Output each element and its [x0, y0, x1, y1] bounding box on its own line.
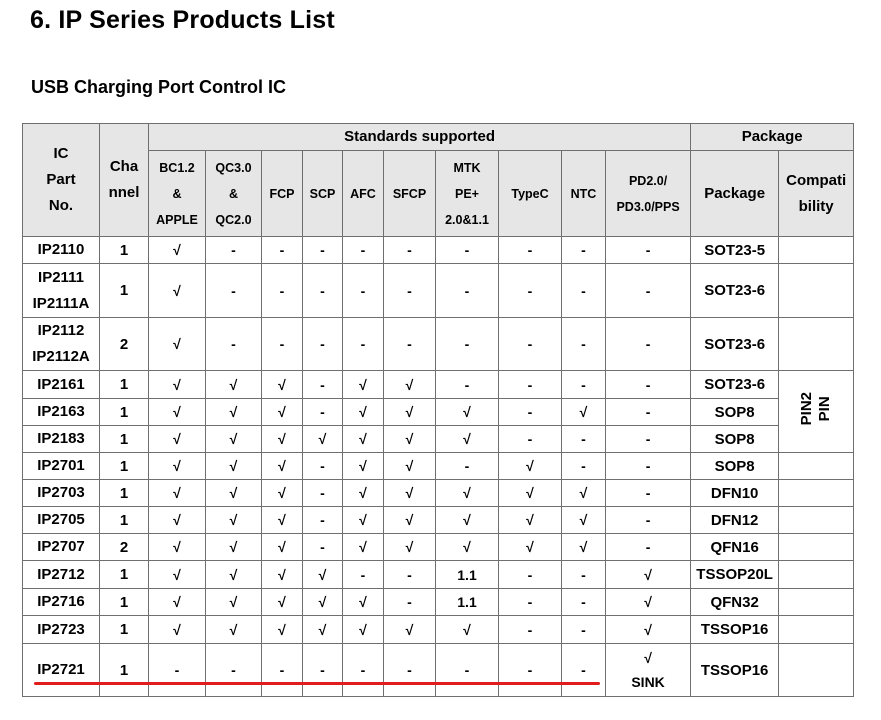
fcp-cell: √	[262, 371, 303, 399]
part-number-cell: IP2716	[23, 589, 100, 616]
pd-cell: √	[606, 616, 691, 644]
pd-cell: -	[606, 264, 691, 318]
sfcp-cell: √	[384, 453, 436, 480]
header-ic-part-no: IC Part No.	[23, 124, 100, 237]
package-cell: SOP8	[691, 426, 779, 453]
qc30-cell: √	[206, 371, 262, 399]
package-cell: SOT23-6	[691, 318, 779, 371]
compatibility-cell	[779, 453, 854, 480]
afc-cell: √	[343, 507, 384, 534]
qc30-cell: √	[206, 426, 262, 453]
fcp-cell: √	[262, 480, 303, 507]
compatibility-cell	[779, 480, 854, 507]
compatibility-cell	[779, 589, 854, 616]
header-ntc: NTC	[562, 151, 606, 237]
afc-cell: -	[343, 264, 384, 318]
typec-cell: √	[499, 453, 562, 480]
qc30-cell: √	[206, 589, 262, 616]
qc30-cell: -	[206, 264, 262, 318]
part-number-cell: IP2712	[23, 561, 100, 589]
ntc-cell: -	[562, 237, 606, 264]
package-cell: QFN16	[691, 534, 779, 561]
compatibility-cell	[779, 318, 854, 371]
channel-cell: 1	[100, 644, 149, 697]
package-cell: TSSOP16	[691, 616, 779, 644]
section-title: 6. IP Series Products List	[30, 6, 335, 34]
table-row	[23, 399, 854, 426]
typec-cell: -	[499, 561, 562, 589]
ntc-cell: √	[562, 399, 606, 426]
bc12-cell: √	[149, 589, 206, 616]
part-number-cell: IP2112 IP2112A	[23, 318, 100, 371]
table-row	[23, 371, 854, 399]
table-row	[23, 453, 854, 480]
table-row	[23, 480, 854, 507]
ntc-cell: √	[562, 534, 606, 561]
scp-cell: √	[303, 561, 343, 589]
channel-cell: 1	[100, 371, 149, 399]
afc-cell: -	[343, 561, 384, 589]
mtk-cell: 1.1	[436, 589, 499, 616]
qc30-cell: √	[206, 616, 262, 644]
header-compatibility: Compati bility	[779, 151, 854, 237]
part-number-cell: IP2161	[23, 371, 100, 399]
pd-cell: -	[606, 399, 691, 426]
sfcp-cell: -	[384, 264, 436, 318]
package-cell: SOP8	[691, 453, 779, 480]
scp-cell: -	[303, 371, 343, 399]
mtk-cell: √	[436, 399, 499, 426]
qc30-cell: √	[206, 453, 262, 480]
ntc-cell: -	[562, 318, 606, 371]
pd-cell: -	[606, 480, 691, 507]
sfcp-cell: √	[384, 371, 436, 399]
products-table	[22, 123, 854, 697]
typec-cell: -	[499, 318, 562, 371]
channel-cell: 1	[100, 589, 149, 616]
part-number-cell: IP2723	[23, 616, 100, 644]
bc12-cell: √	[149, 264, 206, 318]
header-afc: AFC	[343, 151, 384, 237]
sfcp-cell: -	[384, 589, 436, 616]
ntc-cell: -	[562, 616, 606, 644]
package-cell: SOT23-5	[691, 237, 779, 264]
table-row	[23, 561, 854, 589]
package-cell: DFN12	[691, 507, 779, 534]
package-cell: TSSOP20L	[691, 561, 779, 589]
subsection-title: USB Charging Port Control IC	[31, 77, 286, 97]
sfcp-cell: -	[384, 318, 436, 371]
header-bc12: BC1.2 & APPLE	[149, 151, 206, 237]
typec-cell: -	[499, 589, 562, 616]
part-number-cell: IP2111 IP2111A	[23, 264, 100, 318]
part-number-cell: IP2701	[23, 453, 100, 480]
afc-cell: √	[343, 480, 384, 507]
afc-cell: √	[343, 589, 384, 616]
fcp-cell: -	[262, 237, 303, 264]
header-sfcp: SFCP	[384, 151, 436, 237]
table-row	[23, 589, 854, 616]
typec-cell: -	[499, 371, 562, 399]
fcp-cell: √	[262, 561, 303, 589]
compatibility-cell	[779, 264, 854, 318]
bc12-cell: √	[149, 318, 206, 371]
afc-cell: √	[343, 534, 384, 561]
header-standards-supported: Standards supported	[149, 124, 691, 151]
sfcp-cell: -	[384, 644, 436, 697]
table-row	[23, 426, 854, 453]
header-qc30: QC3.0 & QC2.0	[206, 151, 262, 237]
mtk-cell: -	[436, 371, 499, 399]
fcp-cell: √	[262, 589, 303, 616]
typec-cell: √	[499, 480, 562, 507]
typec-cell: -	[499, 426, 562, 453]
afc-cell: √	[343, 371, 384, 399]
channel-cell: 1	[100, 264, 149, 318]
channel-cell: 2	[100, 318, 149, 371]
mtk-cell: -	[436, 264, 499, 318]
afc-cell: -	[343, 644, 384, 697]
bc12-cell: √	[149, 371, 206, 399]
typec-cell: -	[499, 644, 562, 697]
fcp-cell: -	[262, 318, 303, 371]
channel-cell: 1	[100, 507, 149, 534]
mtk-cell: √	[436, 480, 499, 507]
fcp-cell: √	[262, 399, 303, 426]
typec-cell: -	[499, 399, 562, 426]
sfcp-cell: √	[384, 480, 436, 507]
table-row	[23, 534, 854, 561]
fcp-cell: -	[262, 644, 303, 697]
compatibility-cell	[779, 507, 854, 534]
pd-cell: -	[606, 371, 691, 399]
part-number-cell: IP2721	[23, 644, 100, 697]
qc30-cell: -	[206, 318, 262, 371]
channel-cell: 1	[100, 237, 149, 264]
package-cell: DFN10	[691, 480, 779, 507]
header-package: Package	[691, 151, 779, 237]
scp-cell: √	[303, 589, 343, 616]
pd-cell: -	[606, 534, 691, 561]
pd-cell: √ SINK	[606, 644, 691, 697]
part-number-cell: IP2707	[23, 534, 100, 561]
compatibility-cell	[779, 237, 854, 264]
qc30-cell: -	[206, 237, 262, 264]
scp-cell: -	[303, 399, 343, 426]
ntc-cell: -	[562, 644, 606, 697]
pd-cell: -	[606, 453, 691, 480]
afc-cell: √	[343, 426, 384, 453]
scp-cell: -	[303, 480, 343, 507]
mtk-cell: -	[436, 453, 499, 480]
header-channel: Cha nnel	[100, 124, 149, 237]
part-number-cell: IP2703	[23, 480, 100, 507]
mtk-cell: -	[436, 318, 499, 371]
bc12-cell: -	[149, 644, 206, 697]
bc12-cell: √	[149, 507, 206, 534]
qc30-cell: √	[206, 399, 262, 426]
channel-cell: 1	[100, 453, 149, 480]
ntc-cell: √	[562, 507, 606, 534]
pd-cell: -	[606, 237, 691, 264]
qc30-cell: √	[206, 534, 262, 561]
typec-cell: √	[499, 534, 562, 561]
scp-cell: -	[303, 237, 343, 264]
ntc-cell: -	[562, 426, 606, 453]
table-row	[23, 507, 854, 534]
pd-cell: √	[606, 561, 691, 589]
sfcp-cell: √	[384, 507, 436, 534]
qc30-cell: √	[206, 507, 262, 534]
fcp-cell: √	[262, 507, 303, 534]
typec-cell: -	[499, 616, 562, 644]
bc12-cell: √	[149, 616, 206, 644]
sfcp-cell: -	[384, 561, 436, 589]
header-scp: SCP	[303, 151, 343, 237]
channel-cell: 1	[100, 616, 149, 644]
package-cell: SOT23-6	[691, 371, 779, 399]
table-row	[23, 644, 854, 697]
fcp-cell: √	[262, 426, 303, 453]
bc12-cell: √	[149, 453, 206, 480]
compatibility-cell	[779, 561, 854, 589]
compatibility-cell	[779, 616, 854, 644]
scp-cell: -	[303, 644, 343, 697]
typec-cell: -	[499, 237, 562, 264]
ntc-cell: √	[562, 480, 606, 507]
scp-cell: -	[303, 534, 343, 561]
channel-cell: 1	[100, 480, 149, 507]
channel-cell: 2	[100, 534, 149, 561]
afc-cell: √	[343, 616, 384, 644]
bc12-cell: √	[149, 480, 206, 507]
header-mtk: MTK PE+ 2.0&1.1	[436, 151, 499, 237]
bc12-cell: √	[149, 534, 206, 561]
mtk-cell: √	[436, 507, 499, 534]
scp-cell: -	[303, 453, 343, 480]
package-cell: SOT23-6	[691, 264, 779, 318]
channel-cell: 1	[100, 399, 149, 426]
fcp-cell: √	[262, 616, 303, 644]
mtk-cell: -	[436, 237, 499, 264]
ntc-cell: -	[562, 561, 606, 589]
bc12-cell: √	[149, 399, 206, 426]
table-row	[23, 237, 854, 264]
scp-cell: -	[303, 318, 343, 371]
bc12-cell: √	[149, 237, 206, 264]
qc30-cell: -	[206, 644, 262, 697]
compatibility-cell	[779, 644, 854, 697]
sfcp-cell: √	[384, 399, 436, 426]
mtk-cell: 1.1	[436, 561, 499, 589]
part-number-cell: IP2705	[23, 507, 100, 534]
bc12-cell: √	[149, 561, 206, 589]
scp-cell: -	[303, 507, 343, 534]
part-number-cell: IP2110	[23, 237, 100, 264]
typec-cell: √	[499, 507, 562, 534]
sfcp-cell: √	[384, 534, 436, 561]
afc-cell: -	[343, 237, 384, 264]
compatibility-cell	[779, 534, 854, 561]
header-fcp: FCP	[262, 151, 303, 237]
sfcp-cell: -	[384, 237, 436, 264]
header-package-group: Package	[691, 124, 854, 151]
ntc-cell: -	[562, 264, 606, 318]
ntc-cell: -	[562, 589, 606, 616]
fcp-cell: -	[262, 264, 303, 318]
header-pd: PD2.0/ PD3.0/PPS	[606, 151, 691, 237]
pd-cell: -	[606, 507, 691, 534]
mtk-cell: √	[436, 426, 499, 453]
scp-cell: -	[303, 264, 343, 318]
ntc-cell: -	[562, 453, 606, 480]
table-row	[23, 616, 854, 644]
bc12-cell: √	[149, 426, 206, 453]
red-underline-highlight	[34, 682, 600, 685]
ntc-cell: -	[562, 371, 606, 399]
part-number-cell: IP2183	[23, 426, 100, 453]
sfcp-cell: √	[384, 426, 436, 453]
table-row	[23, 318, 854, 371]
scp-cell: √	[303, 426, 343, 453]
fcp-cell: √	[262, 453, 303, 480]
package-cell: SOP8	[691, 399, 779, 426]
header-typec: TypeC	[499, 151, 562, 237]
qc30-cell: √	[206, 561, 262, 589]
pd-cell: √	[606, 589, 691, 616]
package-cell: TSSOP16	[691, 644, 779, 697]
afc-cell: √	[343, 453, 384, 480]
part-number-cell: IP2163	[23, 399, 100, 426]
package-cell: QFN32	[691, 589, 779, 616]
channel-cell: 1	[100, 561, 149, 589]
mtk-cell: √	[436, 534, 499, 561]
sfcp-cell: √	[384, 616, 436, 644]
compatibility-cell-pin2pin: PIN2 PIN	[779, 371, 854, 453]
typec-cell: -	[499, 264, 562, 318]
afc-cell: √	[343, 399, 384, 426]
pd-cell: -	[606, 426, 691, 453]
mtk-cell: -	[436, 644, 499, 697]
mtk-cell: √	[436, 616, 499, 644]
scp-cell: √	[303, 616, 343, 644]
qc30-cell: √	[206, 480, 262, 507]
table-row	[23, 264, 854, 318]
channel-cell: 1	[100, 426, 149, 453]
fcp-cell: √	[262, 534, 303, 561]
pd-cell: -	[606, 318, 691, 371]
afc-cell: -	[343, 318, 384, 371]
